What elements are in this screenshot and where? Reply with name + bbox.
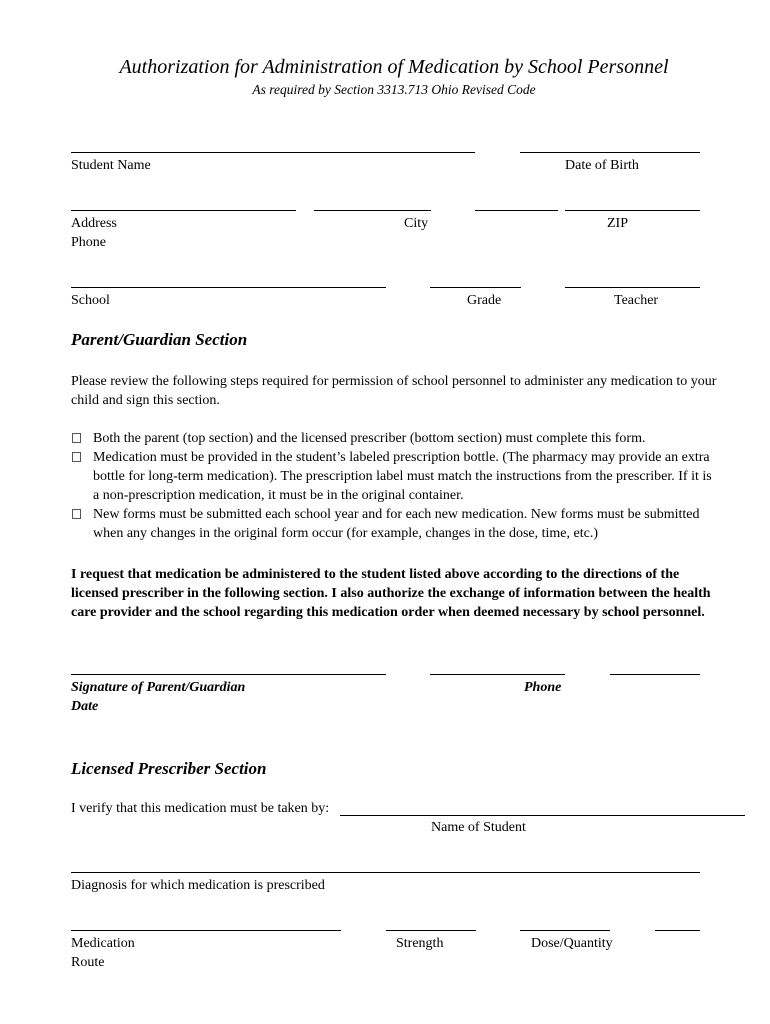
list-item	[71, 429, 721, 448]
parent-signature-field[interactable]	[71, 674, 386, 675]
request-statement: I request that medication be administered to the student listed above according to the directions of the licensed prescriber in the following section. I also authorize the exchange of information between the health care provider and the school regarding this medication order when deemed necessary by school personnel.	[71, 567, 711, 620]
signature-label: Signature of Parent/Guardian	[71, 680, 246, 695]
teacher-label: Teacher	[614, 293, 659, 308]
grade-label: Grade	[467, 293, 502, 308]
parent-phone-field[interactable]	[430, 674, 565, 675]
medication-label: Medication	[71, 936, 135, 951]
school-field[interactable]	[71, 287, 386, 288]
school-label: School	[71, 293, 110, 308]
phone-field[interactable]	[565, 210, 700, 211]
phone-label: Phone	[71, 235, 106, 250]
checkbox-icon	[72, 452, 81, 462]
step-text: Medication must be provided in the student’s labeled prescription bottle. (The pharmacy may provide an extra bottle for long-term medication). The prescription label must match the instructions from the prescriber. If it is a non-prescription medication, it must be in the original container.	[93, 450, 712, 503]
date-of-birth-field[interactable]	[520, 152, 700, 153]
list-item	[71, 448, 721, 505]
address-label: Address	[71, 216, 117, 231]
step-text: New forms must be submitted each school year and for each new medication. New forms must be submitted when any changes in the original form occur (for example, changes in the dose, time, etc.)	[93, 507, 700, 541]
parent-steps-list	[71, 429, 721, 543]
form-subtitle: As required by Section 3313.713 Ohio Revised Code	[252, 82, 536, 97]
medication-field[interactable]	[71, 930, 341, 931]
parent-date-label: Date	[71, 699, 99, 714]
student-name-field[interactable]	[71, 152, 475, 153]
dose-quantity-field[interactable]	[520, 930, 610, 931]
diagnosis-field[interactable]	[71, 872, 700, 873]
zip-field[interactable]	[475, 210, 558, 211]
parent-section-heading: Parent/Guardian Section	[71, 330, 248, 349]
name-of-student-label: Name of Student	[431, 820, 526, 835]
student-name-label: Student Name	[71, 158, 151, 173]
address-field[interactable]	[71, 210, 296, 211]
checkbox-icon	[72, 433, 81, 443]
checkbox-icon	[72, 509, 81, 519]
dose-quantity-label: Dose/Quantity	[531, 936, 613, 951]
form-title: Authorization for Administration of Medication by School Personnel	[119, 56, 669, 78]
teacher-field[interactable]	[565, 287, 700, 288]
route-label: Route	[71, 955, 105, 970]
prescriber-section-heading: Licensed Prescriber Section	[71, 759, 267, 778]
parent-section-intro: Please review the following steps required for permission of school personnel to administer any medication to your child and sign this section.	[71, 374, 717, 408]
date-of-birth-label: Date of Birth	[565, 158, 639, 173]
strength-field[interactable]	[386, 930, 476, 931]
name-of-student-field[interactable]	[340, 815, 745, 816]
parent-phone-label: Phone	[524, 680, 562, 695]
city-field[interactable]	[314, 210, 431, 211]
zip-label: ZIP	[607, 216, 628, 231]
city-label: City	[404, 216, 429, 231]
diagnosis-label: Diagnosis for which medication is prescribed	[71, 878, 325, 893]
verify-text: I verify that this medication must be taken by:	[71, 801, 330, 816]
grade-field[interactable]	[430, 287, 521, 288]
route-field[interactable]	[655, 930, 700, 931]
step-text: Both the parent (top section) and the licensed prescriber (bottom section) must complete this form.	[93, 431, 646, 446]
list-item	[71, 505, 721, 543]
strength-label: Strength	[396, 936, 444, 951]
parent-date-field[interactable]	[610, 674, 700, 675]
